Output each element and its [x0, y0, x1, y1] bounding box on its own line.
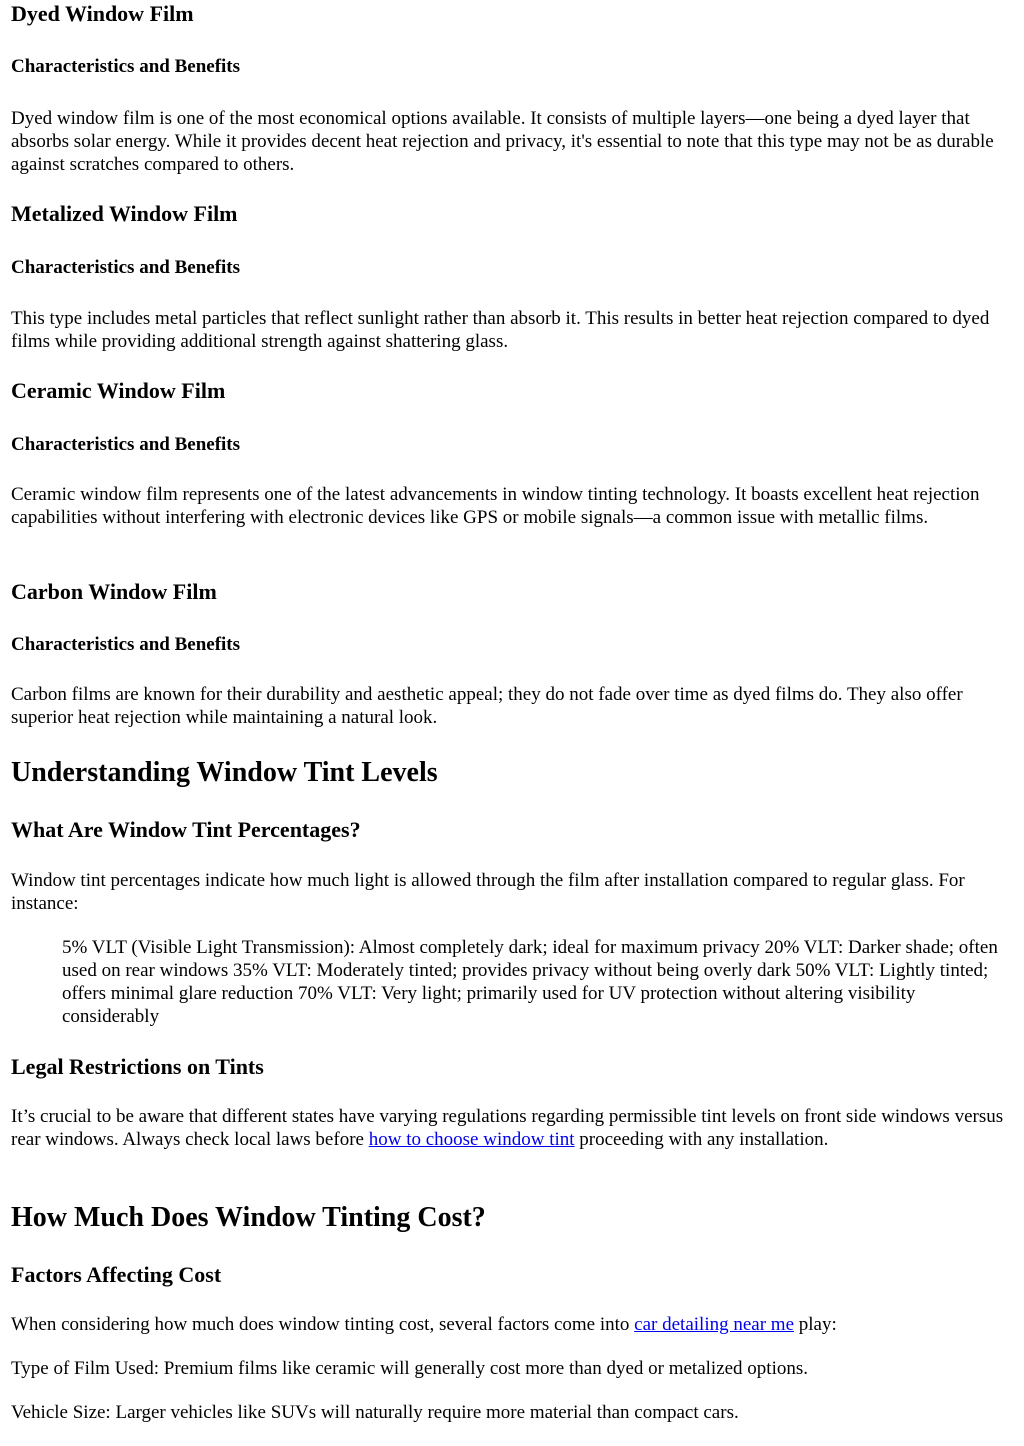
- how-to-choose-window-tint-link[interactable]: how to choose window tint: [368, 1129, 575, 1150]
- dyed-film-heading: Dyed Window Film: [11, 1, 194, 26]
- ceramic-film-body: Ceramic window film represents one of the latest advancements in window tinting technology. It boasts excellent heat rejection capabilities without interfering with electronic devices like GPS or mobile signals—a common issue with metallic films.: [11, 484, 980, 528]
- list-item: 5% VLT (Visible Light Transmission): Almost completely dark; ideal for maximum privacy 20% VLT: Darker shade; often used on rear windows 35% VLT: Moderately tinted; provides privacy without being overly dark 50% VLT: Lightly tinted; offers minimal glare reduction 70% VLT: Very light; primarily used for UV protection without altering visibility considerably: [62, 937, 998, 1027]
- factors-body-after: play:: [794, 1314, 837, 1335]
- ceramic-film-subheading: Characteristics and Benefits: [11, 434, 241, 455]
- carbon-film-subheading: Characteristics and Benefits: [11, 634, 241, 655]
- metalized-film-heading: Metalized Window Film: [11, 201, 238, 226]
- ceramic-film-heading: Ceramic Window Film: [11, 378, 226, 403]
- tint-levels-heading: Understanding Window Tint Levels: [11, 757, 438, 788]
- metalized-film-body: This type includes metal particles that reflect sunlight rather than absorb it. This results in better heat rejection compared to dyed films while providing additional strength against shattering glass.: [11, 308, 990, 352]
- carbon-film-heading: Carbon Window Film: [11, 579, 217, 604]
- legal-body-after: proceeding with any installation.: [574, 1129, 829, 1150]
- tint-percentages-body: Window tint percentages indicate how much light is allowed through the film after installation compared to regular glass. For instance:: [11, 870, 965, 914]
- film-type-factor: Type of Film Used: Premium films like ceramic will generally cost more than dyed or metalized options.: [11, 1358, 809, 1379]
- dyed-film-subheading: Characteristics and Benefits: [11, 56, 241, 77]
- legal-body-before: It’s crucial to be aware that different states have varying regulations regarding permissible tint levels on front side windows versus rear windows. Always check local laws before: [11, 1106, 1004, 1150]
- carbon-film-body: Carbon films are known for their durability and aesthetic appeal; they do not fade over time as dyed films do. They also offer superior heat rejection while maintaining a natural look.: [11, 684, 963, 728]
- tint-percentages-list: [11, 936, 1016, 1028]
- factors-body-before: When considering how much does window tinting cost, several factors come into: [11, 1314, 635, 1335]
- dyed-film-body: Dyed window film is one of the most economical options available. It consists of multiple layers—one being a dyed layer that absorbs solar energy. While it provides decent heat rejection and privacy, it's essential to note that this type may not be as durable against scratches compared to others.: [11, 108, 994, 175]
- legal-restrictions-heading: Legal Restrictions on Tints: [11, 1054, 264, 1079]
- tinting-cost-heading: How Much Does Window Tinting Cost?: [11, 1202, 486, 1233]
- tint-percentages-heading: What Are Window Tint Percentages?: [11, 817, 361, 842]
- vehicle-size-factor: Vehicle Size: Larger vehicles like SUVs will naturally require more material than compact cars.: [11, 1402, 739, 1423]
- factors-body: [11, 1313, 1016, 1336]
- factors-affecting-cost-heading: Factors Affecting Cost: [11, 1262, 222, 1287]
- car-detailing-near-me-link[interactable]: car detailing near me: [634, 1314, 795, 1335]
- metalized-film-subheading: Characteristics and Benefits: [11, 257, 241, 278]
- legal-restrictions-body: [11, 1105, 1016, 1151]
